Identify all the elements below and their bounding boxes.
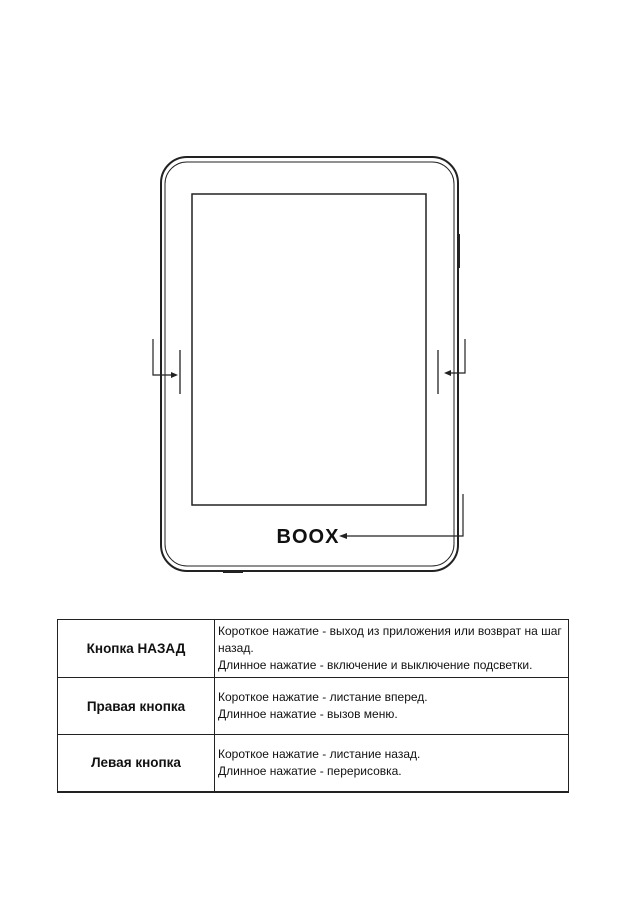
description-line: Короткое нажатие - листание назад. xyxy=(218,746,421,761)
button-description-cell xyxy=(215,678,569,735)
button-name-cell: Левая кнопка xyxy=(58,735,215,792)
table-row xyxy=(58,620,569,678)
button-description-cell xyxy=(215,620,569,678)
side-power-button xyxy=(457,234,460,268)
button-name-cell: Кнопка НАЗАД xyxy=(58,620,215,678)
left-arrow-head xyxy=(171,372,178,378)
table-row xyxy=(58,678,569,735)
description-line: Длинное нажатие - перерисовка. xyxy=(218,763,402,778)
right-arrow-head xyxy=(444,370,451,376)
device-outer-body xyxy=(161,157,458,571)
back-button-callout xyxy=(346,494,463,536)
buttons-table xyxy=(57,619,569,793)
boox-logo: BOOX xyxy=(276,526,340,548)
description-line: Короткое нажатие - выход из приложения или возврат на шаг назад. xyxy=(218,624,562,655)
table-row xyxy=(58,735,569,792)
device-screen xyxy=(192,194,426,505)
button-name-cell: Правая кнопка xyxy=(58,678,215,735)
button-description-cell xyxy=(215,735,569,792)
bottom-port xyxy=(223,570,243,573)
description-line: Длинное нажатие - вызов меню. xyxy=(218,707,398,721)
description-line: Короткое нажатие - листание вперед. xyxy=(218,690,428,704)
left-button-callout xyxy=(153,339,173,375)
back-arrow-head xyxy=(339,533,347,539)
description-line: Длинное нажатие - включение и выключение подсветки. xyxy=(218,658,533,672)
